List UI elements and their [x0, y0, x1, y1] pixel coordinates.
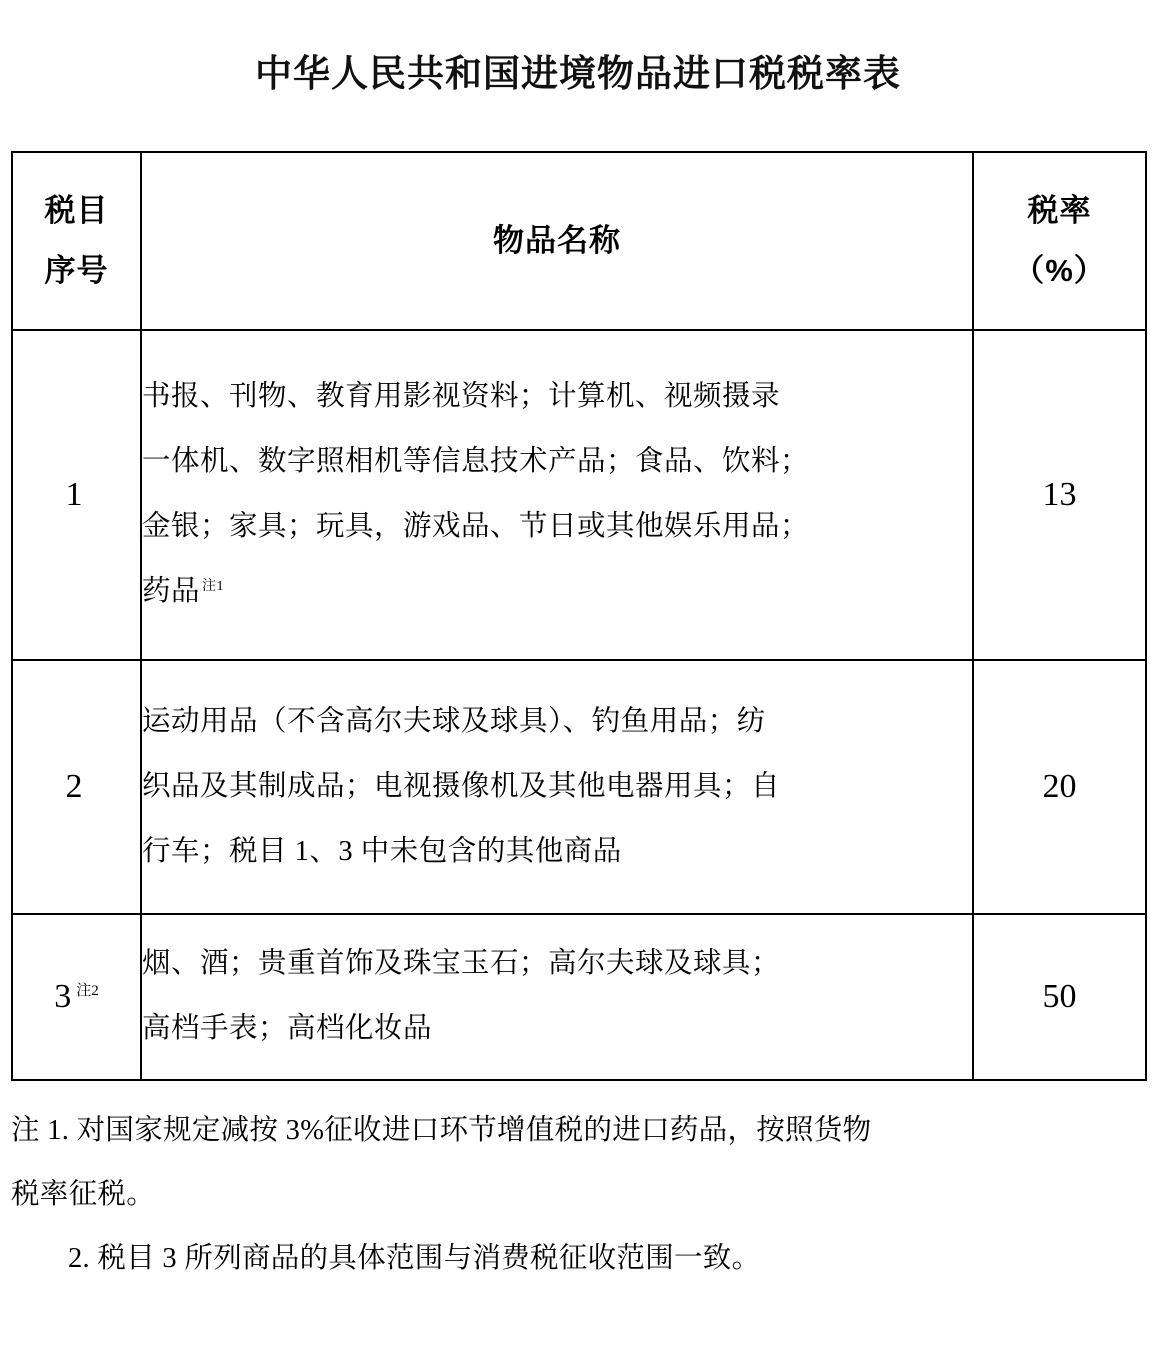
item-name-line-last: [142, 820, 972, 885]
footnote-1-line-2: 税率征税。: [11, 1179, 156, 1211]
table-row: [12, 660, 1146, 914]
item-name-text: 行车；税目 1、3 中未包含的其他商品: [142, 835, 622, 867]
item-name-cell: [141, 914, 973, 1080]
document-page: [0, 25, 1156, 1361]
item-name-line: 运动用品（不含高尔夫球及球具）、钓鱼用品；纺: [142, 705, 766, 737]
item-name-line-last: [142, 997, 972, 1062]
page-title: 中华人民共和国进境物品进口税税率表: [255, 52, 901, 94]
tax-item-number-cell: [12, 330, 141, 660]
tax-rate-cell: 20: [973, 660, 1146, 914]
column-header-item-name-label: 物品名称: [493, 222, 621, 258]
item-name-line: 织品及其制成品；电视摄像机及其他电器用具；自: [142, 770, 781, 802]
item-name-line-last: [142, 560, 972, 625]
column-header-item-name: [141, 152, 973, 330]
item-name-text: 高档手表；高档化妆品: [142, 1013, 433, 1045]
table-row: [12, 914, 1146, 1080]
item-name-line: 一体机、数字照相机等信息技术产品；食品、饮料；: [142, 446, 810, 478]
column-header-tax-item-number-line2: 序号: [44, 253, 109, 289]
import-tax-rate-table: [11, 151, 1147, 1081]
tax-item-number: 1: [65, 476, 83, 514]
tax-item-number-cell: [12, 914, 141, 1080]
item-name-cell: [141, 660, 973, 914]
column-header-tax-rate-line1: 税率: [1027, 192, 1092, 228]
tax-item-number: 3: [54, 978, 72, 1016]
tax-item-number-cell: [12, 660, 141, 914]
footnotes: [11, 1081, 1145, 1291]
item-name-cell: [141, 330, 973, 660]
table-header-row: [12, 152, 1146, 330]
column-header-tax-item-number: [12, 152, 141, 330]
footnote-2-line-1: 2. 税目 3 所列商品的具体范围与消费税征收范围一致。: [68, 1243, 761, 1275]
footnote-1-line-1: 注 1. 对国家规定减按 3%征收进口环节增值税的进口药品，按照货物: [11, 1115, 872, 1147]
item-name-line: 金银；家具；玩具，游戏品、节日或其他娱乐用品；: [142, 511, 810, 543]
item-name-line: 烟、酒；贵重首饰及珠宝玉石；高尔夫球及球具；: [142, 948, 781, 980]
tax-rate-cell: 50: [973, 914, 1146, 1080]
tax-rate-cell: 13: [973, 330, 1146, 660]
item-name-footnote-ref: 注1: [202, 578, 225, 594]
table-row: [12, 330, 1146, 660]
tax-item-number-footnote-ref: 注2: [76, 982, 99, 999]
column-header-tax-rate-line2: （%）: [1013, 253, 1106, 289]
item-name-text: 药品: [142, 576, 201, 608]
column-header-tax-rate: [973, 152, 1146, 330]
column-header-tax-item-number-line1: 税目: [44, 192, 109, 228]
tax-item-number: 2: [65, 768, 83, 806]
item-name-line: 书报、刊物、教育用影视资料；计算机、视频摄录: [142, 381, 781, 413]
